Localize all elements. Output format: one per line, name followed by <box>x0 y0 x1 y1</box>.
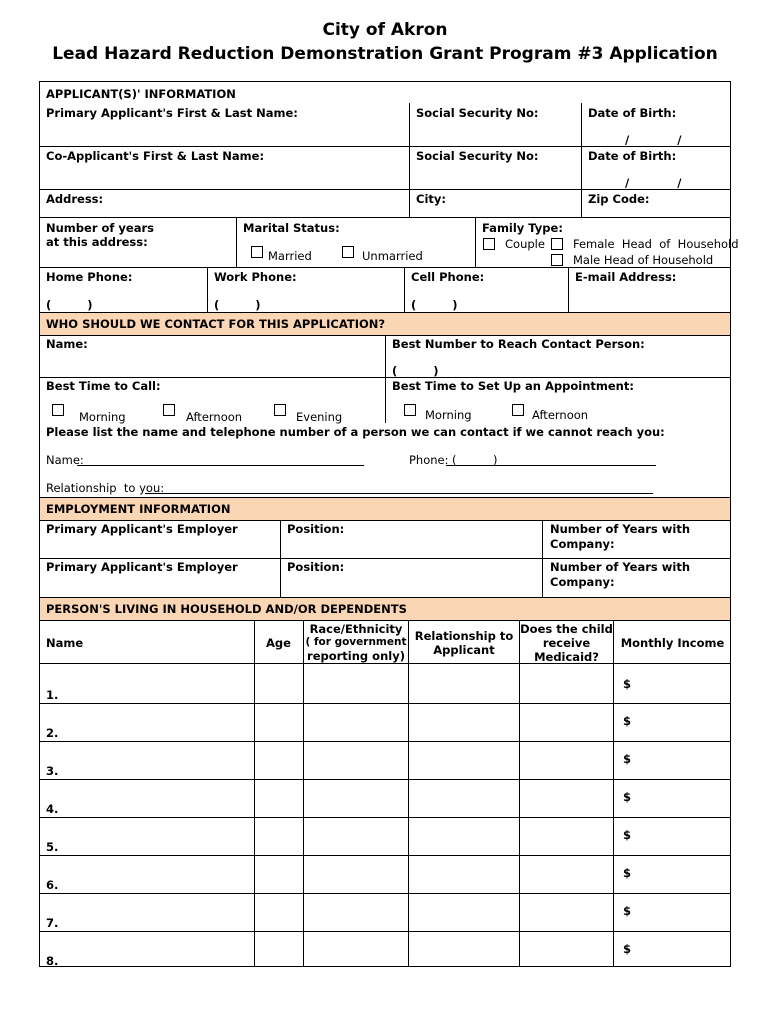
afternoon-checkbox[interactable] <box>163 404 175 416</box>
col-relationship-header: Relationship to <box>414 629 514 643</box>
row-number: 7. <box>46 916 59 930</box>
home-phone-parens: ( ) <box>46 298 93 312</box>
page-subtitle: Lead Hazard Reduction Demonstration Grant Program #3 Application <box>52 44 718 64</box>
income-dollar: $ <box>623 752 632 766</box>
co-ssn-label: Social Security No: <box>416 149 539 163</box>
male-head-checkbox[interactable] <box>551 254 563 266</box>
couple-label: Couple <box>505 237 545 251</box>
co-dob-slashes: / / <box>625 176 682 190</box>
row-number: 2. <box>46 726 59 740</box>
primary-name-label: Primary Applicant's First & Last Name: <box>46 106 298 120</box>
col-race-header: Race/Ethnicity <box>309 622 403 636</box>
position-label: Position: <box>287 522 345 536</box>
row-number: 5. <box>46 840 59 854</box>
morning-checkbox[interactable] <box>52 404 64 416</box>
afternoon-label: Afternoon <box>186 410 243 424</box>
household-section-title: PERSON'S LIVING IN HOUSEHOLD AND/OR DEPENDENTS <box>46 602 407 616</box>
employment-section-title: EMPLOYMENT INFORMATION <box>46 502 231 516</box>
dob-label: Date of Birth: <box>588 106 677 120</box>
co-name-label: Co-Applicant's First & Last Name: <box>46 149 265 163</box>
income-dollar: $ <box>623 677 632 691</box>
couple-checkbox[interactable] <box>483 238 495 250</box>
applicant-section-title: APPLICANT(S)' INFORMATION <box>46 87 236 101</box>
income-dollar: $ <box>623 714 632 728</box>
family-type-label: Family Type: <box>482 221 563 235</box>
morning-label: Morning <box>79 410 126 424</box>
alt-name-label: Name: <box>46 453 84 467</box>
employer-label: Primary Applicant's Employer <box>46 522 238 536</box>
cell-phone-parens: ( ) <box>411 298 458 312</box>
unmarried-label: Unmarried <box>362 249 423 263</box>
appt-afternoon-checkbox[interactable] <box>512 404 524 416</box>
income-dollar: $ <box>623 942 632 956</box>
income-dollar: $ <box>623 828 632 842</box>
col-race-header-2: ( for government <box>305 636 407 648</box>
appt-morning-checkbox[interactable] <box>404 404 416 416</box>
row-number: 4. <box>46 802 59 816</box>
best-number-parens: ( ) <box>392 364 439 378</box>
work-phone-parens: ( ) <box>214 298 261 312</box>
appointment-label: Best Time to Set Up an Appointment: <box>392 379 634 393</box>
alt-phone-label: Phone: <box>409 453 449 467</box>
address-label: Address: <box>46 192 104 206</box>
alt-name-line[interactable] <box>77 465 364 466</box>
best-time-label: Best Time to Call: <box>46 379 161 393</box>
city-label: City: <box>416 192 446 206</box>
married-label: Married <box>268 249 312 263</box>
years-label-2: at this address: <box>46 235 148 249</box>
position-label: Position: <box>287 560 345 574</box>
years-with-company-label-2: Company: <box>550 575 615 589</box>
col-race-header-3: reporting only) <box>307 649 405 663</box>
col-income-header: Monthly Income <box>620 636 725 650</box>
dob-slashes: / / <box>625 133 682 147</box>
row-number: 3. <box>46 764 59 778</box>
page-title: City of Akron <box>322 20 448 40</box>
relationship-line[interactable] <box>145 493 653 494</box>
evening-checkbox[interactable] <box>274 404 286 416</box>
marital-label: Marital Status: <box>243 221 340 235</box>
email-label: E-mail Address: <box>575 270 677 284</box>
alt-phone-line[interactable] <box>446 465 656 466</box>
relationship-label: Relationship to you: <box>46 481 165 495</box>
col-medicaid-header-2: receive <box>542 636 591 650</box>
alt-contact-instruction: Please list the name and telephone number of a person we can contact if we cannot reach you: <box>46 425 665 439</box>
female-head-label: Female Head of Household <box>573 237 739 251</box>
married-checkbox[interactable] <box>251 246 263 258</box>
years-with-company-label: Number of Years with <box>550 560 691 574</box>
male-head-label: Male Head of Household <box>573 253 714 267</box>
income-dollar: $ <box>623 866 632 880</box>
col-medicaid-header: Does the child <box>520 622 613 636</box>
col-age-header: Age <box>266 636 291 650</box>
row-number: 8. <box>46 954 59 968</box>
best-number-label: Best Number to Reach Contact Person: <box>392 337 645 351</box>
income-dollar: $ <box>623 790 632 804</box>
co-dob-label: Date of Birth: <box>588 149 677 163</box>
work-phone-label: Work Phone: <box>214 270 297 284</box>
row-number: 6. <box>46 878 59 892</box>
years-with-company-label-2: Company: <box>550 537 615 551</box>
appt-morning-label: Morning <box>425 408 472 422</box>
years-with-company-label: Number of Years with <box>550 522 691 536</box>
col-name-header: Name <box>46 636 84 650</box>
female-head-checkbox[interactable] <box>551 238 563 250</box>
contact-section-title: WHO SHOULD WE CONTACT FOR THIS APPLICATION? <box>46 317 386 331</box>
employer-label: Primary Applicant's Employer <box>46 560 238 574</box>
unmarried-checkbox[interactable] <box>342 246 354 258</box>
evening-label: Evening <box>296 410 343 424</box>
zip-label: Zip Code: <box>588 192 650 206</box>
cell-phone-label: Cell Phone: <box>411 270 485 284</box>
income-dollar: $ <box>623 904 632 918</box>
appt-afternoon-label: Afternoon <box>532 408 589 422</box>
col-relationship-header-2: Applicant <box>433 643 495 657</box>
ssn-label: Social Security No: <box>416 106 539 120</box>
row-number: 1. <box>46 688 59 702</box>
home-phone-label: Home Phone: <box>46 270 133 284</box>
col-medicaid-header-3: Medicaid? <box>534 650 599 664</box>
years-label: Number of years <box>46 221 154 235</box>
alt-phone-parens: ( ) <box>452 453 498 467</box>
contact-name-label: Name: <box>46 337 88 351</box>
